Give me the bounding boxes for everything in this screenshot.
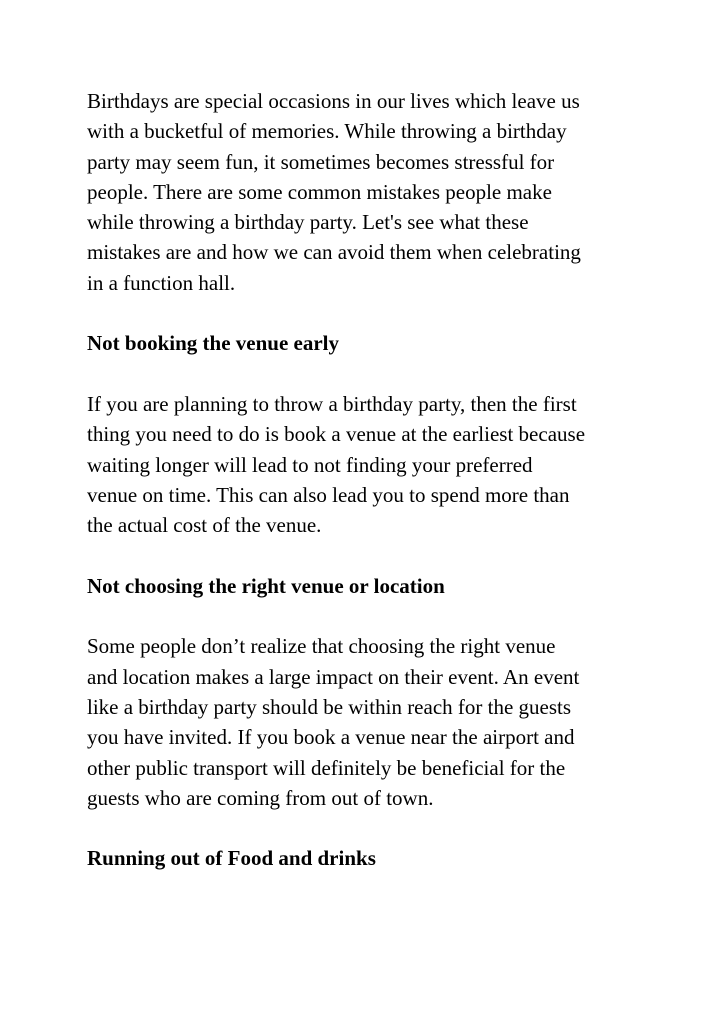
text-line: Some people don’t realize that choosing the right venue (87, 634, 556, 659)
text-line: guests who are coming from out of town. (87, 785, 434, 810)
text-line: in a function hall. (87, 270, 236, 295)
section-heading-booking: Not booking the venue early (87, 331, 339, 356)
text-line: like a birthday party should be within reach for the guests (87, 694, 572, 719)
section-paragraph-location (87, 631, 647, 813)
text-line: while throwing a birthday party. Let's see what these (87, 210, 529, 235)
text-line: the actual cost of the venue. (87, 513, 322, 538)
text-line: people. There are some common mistakes people make (87, 179, 552, 204)
text-line: other public transport will definitely be beneficial for the (87, 755, 566, 780)
text-line: venue on time. This can also lead you to spend more than (87, 482, 570, 507)
text-line: and location makes a large impact on their event. An event (87, 664, 580, 689)
text-line: If you are planning to throw a birthday party, then the first (87, 391, 577, 416)
section-heading-location: Not choosing the right venue or location (87, 573, 445, 598)
text-line: Birthdays are special occasions in our lives which leave us (87, 89, 580, 113)
text-line: with a bucketful of memories. While throwing a birthday (87, 119, 567, 144)
text-line: you have invited. If you book a venue near the airport and (87, 725, 575, 750)
intro-paragraph (87, 86, 647, 298)
section-paragraph-booking (87, 389, 647, 540)
section-heading-food: Running out of Food and drinks (87, 846, 376, 871)
document-page (87, 86, 647, 904)
text-line: thing you need to do is book a venue at the earliest because (87, 422, 586, 447)
text-line: waiting longer will lead to not finding your preferred (87, 452, 533, 477)
text-line: mistakes are and how we can avoid them when celebrating (87, 240, 581, 265)
text-line: party may seem fun, it sometimes becomes stressful for (87, 149, 555, 174)
